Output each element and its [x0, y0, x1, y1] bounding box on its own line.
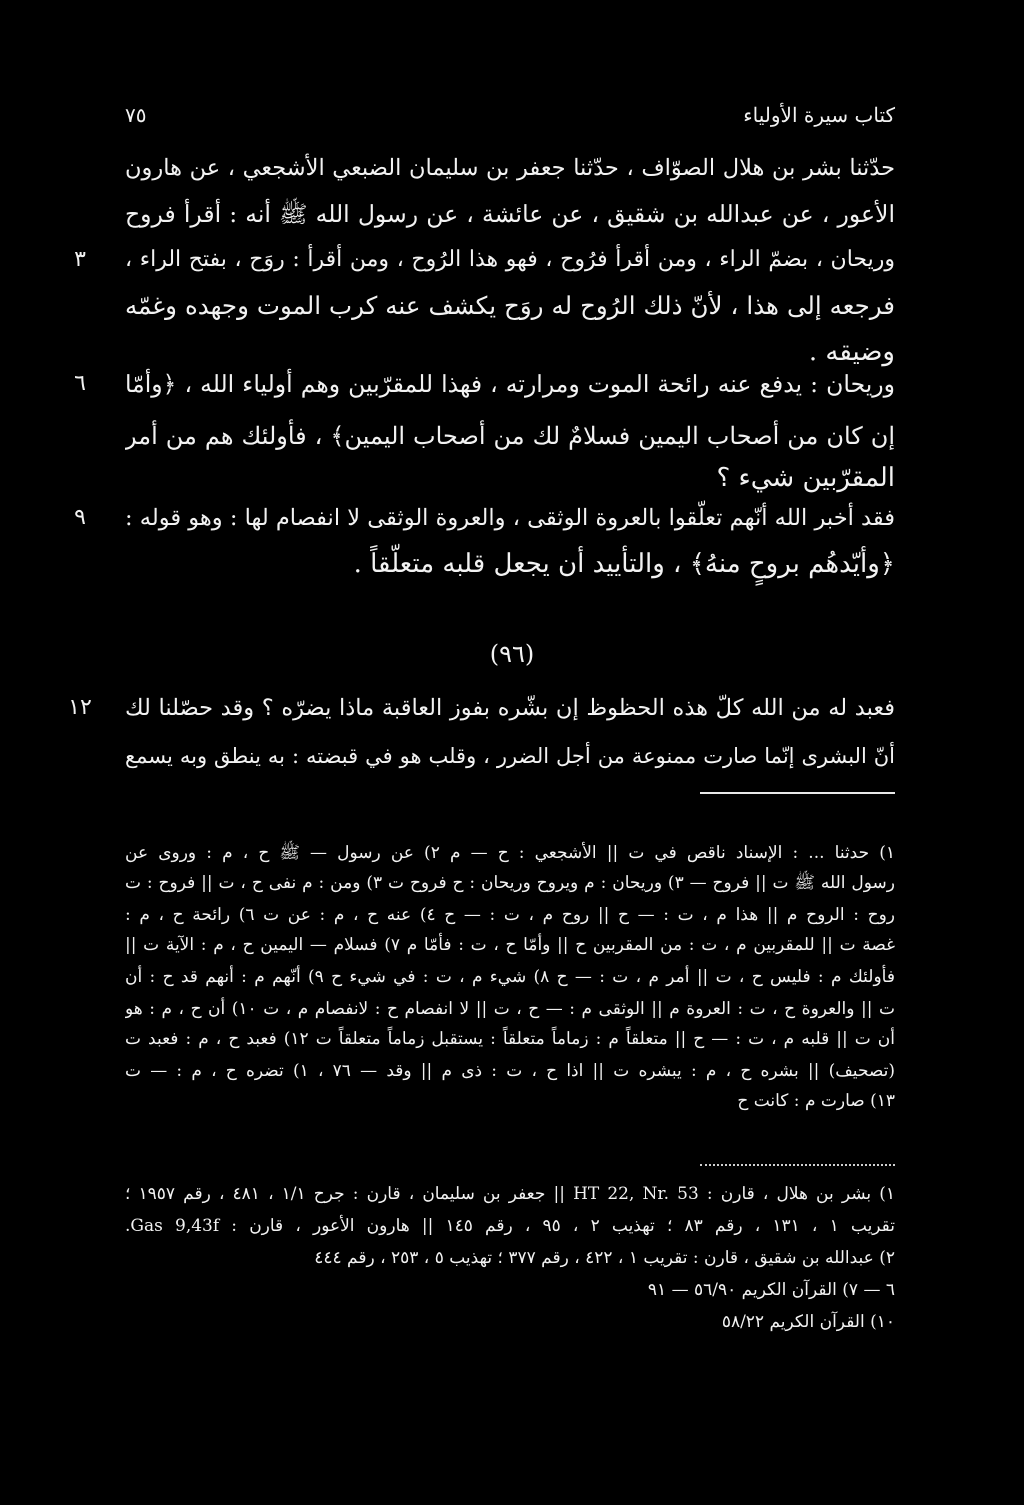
apparatus-line-3: روح : الروح م || هذا م ، ت : — ح || روح م ، ت : — ح ٤) عنه ح ، م : عن ت ٦) رائحة ح ، م :: [125, 905, 895, 925]
section-line-1: فعبد له من الله كلّ هذه الحظوظ إن بشّره بفوز العاقبة ماذا يضرّه ؟ وقد حصّلنا لك: [125, 695, 895, 721]
line-number-3: ٣: [74, 247, 86, 272]
reference-line-2: تقريب ١ ، ١٣١ ، رقم ٨٣ ؛ تهذيب ٢ ، ٩٥ ، رقم ١٤٥ || هارون الأعور ، قارن : Gas 9,43f.: [125, 1216, 895, 1236]
apparatus-line-1: ١) حدثنا ... : الإسناد ناقص في ت || الأشجعي : ح — م ٢) عن رسول — ﷺ ح ، م : وروى عن: [125, 843, 895, 863]
body-line-8: المقرّبين شيء ؟: [716, 463, 895, 493]
body-line-7: إن كان من أصحاب اليمين فسلامٌ لك من أصحاب اليمين﴾ ، فأولئك هم من أمر: [125, 422, 895, 450]
body-line-1: حدّثنا بشر بن هلال الصوّاف ، حدّثنا جعفر بن سليمان الضبعي الأشجعي ، عن هارون: [125, 155, 895, 181]
line-number-6: ٦: [74, 371, 86, 396]
reference-line-1: ١) بشر بن هلال ، قارن : HT 22, Nr. 53 || جعفر بن سليمان ، قارن : جرح ١/١ ، ٤٨١ ، رقم ١٩٥٧ ؛: [125, 1184, 895, 1204]
body-line-4: فرجعه إلى هذا ، لأنّ ذلك الرُوح له روَح يكشف عنه كرب الموت وجهده وغمّه: [125, 291, 895, 320]
body-line-6: وريحان : يدفع عنه رائحة الموت ومرارته ، فهذا للمقرّبين وهم أولياء الله ، ﴿وأمّا: [125, 370, 895, 398]
reference-line-5: ١٠) القرآن الكريم ٥٨/٢٢: [721, 1312, 895, 1332]
section-title: (٩٦): [489, 640, 535, 668]
body-line-10: ﴿وأيّدهُم بروحٍ منهُ﴾ ، والتأييد أن يجعل قلبه متعلّقاً .: [353, 549, 895, 579]
page-number: ٧٥: [125, 103, 147, 127]
reference-line-4: ٦ — ٧) القرآن الكريم ٥٦/٩٠ — ٩١: [647, 1280, 895, 1300]
running-title: كتاب سيرة الأولياء: [743, 103, 895, 127]
apparatus-line-8: (تصحيف) || بشره ح ، م : يبشره ت || اذا ح ، ت : ذى م || وقد — ٧٦ ، ١) تضره ح ، م : — ت: [125, 1061, 895, 1081]
running-header: [125, 100, 895, 130]
references-rule: [700, 1164, 895, 1166]
section-line-2: أنّ البشرى إنّما صارت ممنوعة من أجل الضرر ، وقلب هو في قبضته : به ينطق وبه يسمع: [125, 744, 895, 768]
reference-line-3: ٢) عبدالله بن شقيق ، قارن : تقريب ١ ، ٤٢٢ ، رقم ٣٧٧ ؛ تهذيب ٥ ، ٢٥٣ ، رقم ٤٤٤: [314, 1248, 895, 1268]
apparatus-line-7: أن ت || قلبه م ، ت : — ح || متعلقاً م : زماماً متعلقاً : يستقبل زماماً متعلقاً ت ١٢) فعبد ح ، م : فعبد ت: [125, 1029, 895, 1049]
body-line-5: وضيقه .: [808, 337, 895, 367]
apparatus-rule: [700, 792, 895, 794]
line-number-9: ٩: [74, 505, 86, 530]
apparatus-line-4: غصة ت || للمقربين م ، ت : من المقربين ح || وأمّا ح ، ت : فأمّا م ٧) فسلام — اليمين ح ، م : الآية ت ||: [125, 935, 895, 955]
apparatus-line-2: رسول الله ﷺ ت || فروح — ٣) وريحان : م ويروح وريحان : ح فروح ت ٣) ومن : م نفى ح ، ت || فروح : ت: [125, 873, 895, 893]
body-line-2: الأعور ، عن عبدالله بن شقيق ، عن عائشة ، عن رسول الله ﷺ أنه : أقرأ فروح: [125, 200, 895, 228]
line-number-12: ١٢: [68, 695, 92, 720]
apparatus-line-9: ١٣) صارت م : كانت ح: [737, 1091, 895, 1111]
apparatus-line-5: فأولئك م : فليس ح ، ت || أمر م ، ت : — ح ٨) شيء م ، ت : في شيء ح ٩) أنّهم م : أنهم قد ح : أن: [125, 967, 895, 987]
apparatus-line-6: ت || والعروة ح ، ت : العروة م || الوثقى م : — ح ، ت || لا انفصام ح : لانفصام م ، ت ١٠) أن ح ، م : هو: [125, 999, 895, 1019]
body-line-9: فقد أخبر الله أنّهم تعلّقوا بالعروة الوثقى ، والعروة الوثقى لا انفصام لها : وهو قوله :: [125, 505, 895, 531]
body-line-3: وريحان ، بضمّ الراء ، ومن أقرأ فرُوح ، فهو هذا الرُوح ، ومن أقرأ : روَح ، بفتح الراء ،: [125, 247, 895, 272]
